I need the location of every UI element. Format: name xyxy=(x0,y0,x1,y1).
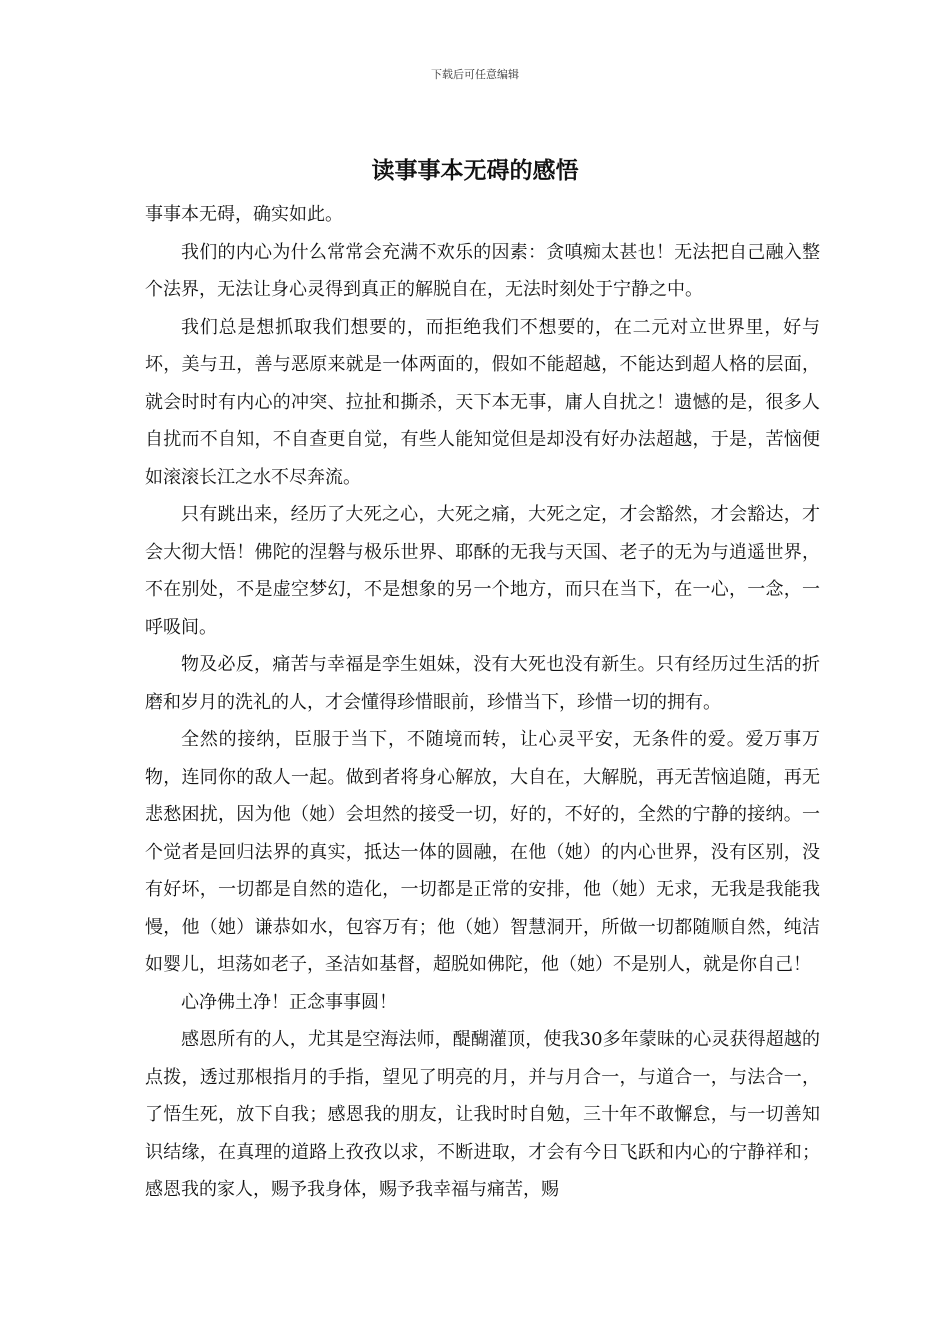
paragraph: 只有跳出来，经历了大死之心，大死之痛，大死之定，才会豁然，才会豁达，才会大彻大悟！佛陀的涅磐与极乐世界、耶酥的无我与天国、老子的无为与逍遥世界，不在别处，不是虚空梦幻，不是想象的另一个地方，而只在当下，在一心，一念，一呼吸间。 xyxy=(145,504,820,638)
paragraph: 感恩所有的人，尤其是空海法师，醍醐灌顶，使我30多年蒙昧的心灵获得超越的点拨，透过那根指月的手指，望见了明亮的月，并与月合一，与道合一，与法合一，了悟生死，放下自我；感恩我的朋友，让我时时自勉，三十年不敢懈怠，与一切善知识结缘，在真理的道路上孜孜以求，不断进取，才会有今日飞跃和内心的宁静祥和；感恩我的家人，赐予我身体，赐予我幸福与痛苦，赐 xyxy=(145,1029,820,1200)
paragraph: 我们的内心为什么常常会充满不欢乐的因素：贪嗔痴太甚也！无法把自己融入整个法界，无法让身心灵得到真正的解脱自在，无法时刻处于宁静之中。 xyxy=(145,241,820,300)
header-note: 下载后可任意编辑 xyxy=(431,68,519,81)
paragraph: 物及必反，痛苦与幸福是孪生姐妹，没有大死也没有新生。只有经历过生活的折磨和岁月的洗礼的人，才会懂得珍惜眼前，珍惜当下，珍惜一切的拥有。 xyxy=(145,654,820,713)
paragraph: 我们总是想抓取我们想要的，而拒绝我们不想要的，在二元对立世界里，好与坏，美与丑，善与恶原来就是一体两面的，假如不能超越，不能达到超人格的层面，就会时时有内心的冲突、拉扯和撕杀，天下本无事，庸人自扰之！遗憾的是，很多人自扰而不自知，不自查更自觉，有些人能知觉但是却没有好办法超越，于是，苦恼便如滚滚长江之水不尽奔流。 xyxy=(145,316,820,488)
paragraph: 全然的接纳，臣服于当下，不随境而转，让心灵平安，无条件的爱。爱万事万物，连同你的敌人一起。做到者将身心解放，大自在，大解脱，再无苦恼追随，再无悲愁困扰，因为他（她）会坦然的接受一切，好的，不好的，全然的宁静的接纳。一个觉者是回归法界的真实，抵达一体的圆融，在他（她）的内心世界，没有区别，没有好坏，一切都是自然的造化，一切都是正常的安排，他（她）无求，无我是我能我慢，他（她）谦恭如水，包容万有；他（她）智慧洞开，所做一切都随顺自然，纯洁如婴儿，坦荡如老子，圣洁如基督，超脱如佛陀，他（她）不是别人，就是你自己！ xyxy=(145,729,820,975)
paragraph: 心净佛土净！正念事事圆！ xyxy=(181,991,397,1013)
paragraph: 事事本无碍，确实如此。 xyxy=(145,204,343,225)
document-body xyxy=(145,196,820,1209)
document-title: 读事事本无碍的感悟 xyxy=(371,157,579,184)
